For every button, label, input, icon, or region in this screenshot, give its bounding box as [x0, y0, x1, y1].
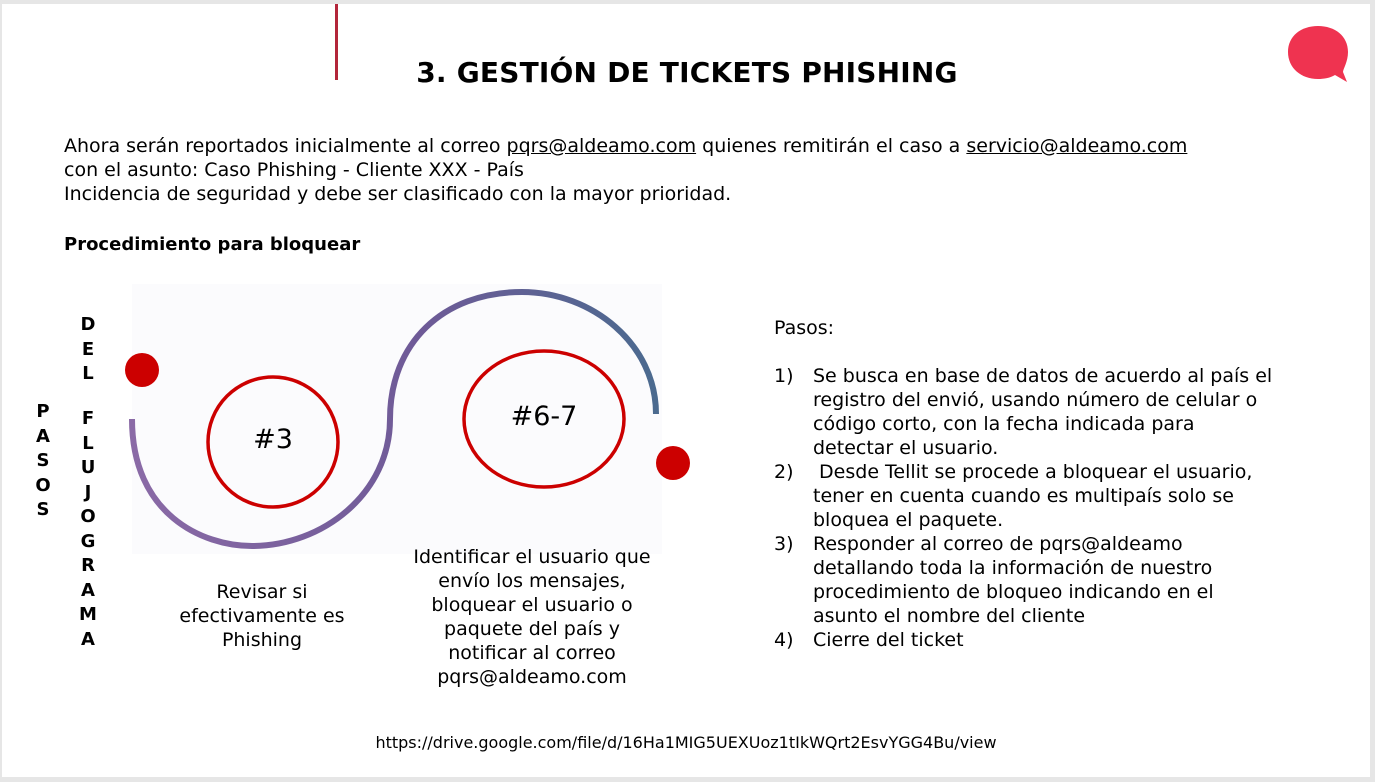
intro-line-3: Incidencia de seguridad y debe ser clasificado con la mayor prioridad.	[64, 183, 732, 205]
page-title: 3. GESTIÓN DE TICKETS PHISHING	[416, 56, 958, 89]
step-text-line: Cierre del ticket	[813, 629, 964, 651]
email-link-servicio[interactable]: servicio@aldeamo.com	[966, 135, 1188, 157]
source-url[interactable]: https://drive.google.com/file/d/16Ha1MIG5UEXUoz1tIkWQrt2EsvYGG4Bu/view	[375, 733, 997, 752]
speech-bubble-logo-icon	[1285, 22, 1351, 88]
caption-line: pqrs@aldeamo.com	[437, 666, 627, 688]
step-item	[774, 364, 1334, 460]
slide	[2, 4, 1370, 777]
step-6-7-caption	[392, 545, 672, 689]
step-label-6-7: #6-7	[510, 401, 578, 432]
step-text-line: detectar el usuario.	[813, 437, 999, 459]
vertical-label-del	[77, 313, 99, 387]
step-text-line: asunto el nombre del cliente	[813, 605, 1086, 627]
caption-line: bloquear el usuario o	[431, 594, 633, 616]
steps-heading: Pasos:	[774, 317, 835, 339]
caption-line: Phishing	[221, 629, 303, 651]
step-text-line: bloquea el paquete.	[813, 509, 1004, 531]
step-number: 4)	[774, 629, 794, 651]
step-number: 1)	[774, 365, 794, 387]
pasos-letter: P	[36, 401, 50, 422]
accent-divider	[335, 4, 338, 80]
intro-text	[64, 134, 1324, 206]
start-dot-icon	[125, 353, 159, 387]
caption-line: Identificar el usuario que	[413, 546, 651, 568]
flujograma-letter: R	[81, 555, 95, 576]
step-number: 3)	[774, 533, 794, 555]
flujograma-letter: A	[81, 579, 95, 601]
step-3-caption	[162, 580, 362, 652]
flujograma-letter: G	[80, 530, 96, 552]
flow-diagram	[122, 284, 702, 574]
caption-line: notificar al correo	[448, 642, 616, 664]
steps-list	[774, 364, 1334, 652]
vertical-label-flujograma	[77, 407, 99, 652]
step-text-line: Se busca en base de datos de acuerdo al país el	[813, 365, 1273, 387]
intro-line-2: con el asunto: Caso Phishing - Cliente XXX - País	[64, 159, 524, 181]
del-letter: L	[82, 363, 94, 384]
step-text-line: Responder al correo de pqrs@aldeamo	[813, 533, 1183, 555]
pasos-letter: S	[36, 450, 50, 471]
step-number: 2)	[774, 461, 794, 483]
pasos-letter: O	[35, 474, 51, 496]
del-letter: E	[81, 338, 95, 360]
caption-line: efectivamente es	[179, 605, 345, 627]
flujograma-letter: M	[79, 604, 97, 625]
step-item	[774, 460, 1334, 532]
steps-panel	[774, 316, 1334, 652]
vertical-label-pasos	[32, 400, 54, 523]
caption-line: paquete del país y	[444, 618, 620, 640]
flujograma-letter: O	[80, 506, 96, 527]
pasos-letter: S	[36, 499, 50, 520]
intro-line-1: Ahora serán reportados inicialmente al correo pqrs@aldeamo.com quienes remitirán el caso a servicio@aldeamo.com	[64, 135, 1188, 157]
step-text-line: Desde Tellit se procede a bloquear el usuario,	[813, 461, 1253, 483]
step-text-line: procedimiento de bloqueo indicando en el	[813, 581, 1214, 603]
section-subheading: Procedimiento para bloquear	[64, 234, 361, 255]
step-text-line: código corto, con la fecha indicada para	[813, 413, 1195, 435]
del-letter: D	[80, 314, 96, 335]
pasos-letter: A	[36, 425, 50, 447]
flujograma-letter: A	[81, 628, 95, 650]
step-text-line: registro del envió, usando número de celular o	[813, 389, 1258, 411]
step-label-3: #3	[253, 424, 293, 455]
flujograma-letter: F	[81, 408, 95, 429]
flujograma-letter: J	[84, 481, 92, 503]
end-dot-icon	[656, 446, 690, 480]
caption-line: Revisar si	[216, 581, 308, 603]
flujograma-letter: U	[80, 457, 96, 478]
step-text-line: tener en cuenta cuando es multipaís solo se	[813, 485, 1234, 507]
step-item	[774, 628, 1334, 652]
flujograma-letter: L	[82, 432, 94, 454]
caption-line: envío los mensajes,	[438, 570, 626, 592]
step-text-line: detallando toda la información de nuestro	[813, 557, 1213, 579]
step-item	[774, 532, 1334, 628]
email-link-pqrs[interactable]: pqrs@aldeamo.com	[506, 135, 697, 157]
